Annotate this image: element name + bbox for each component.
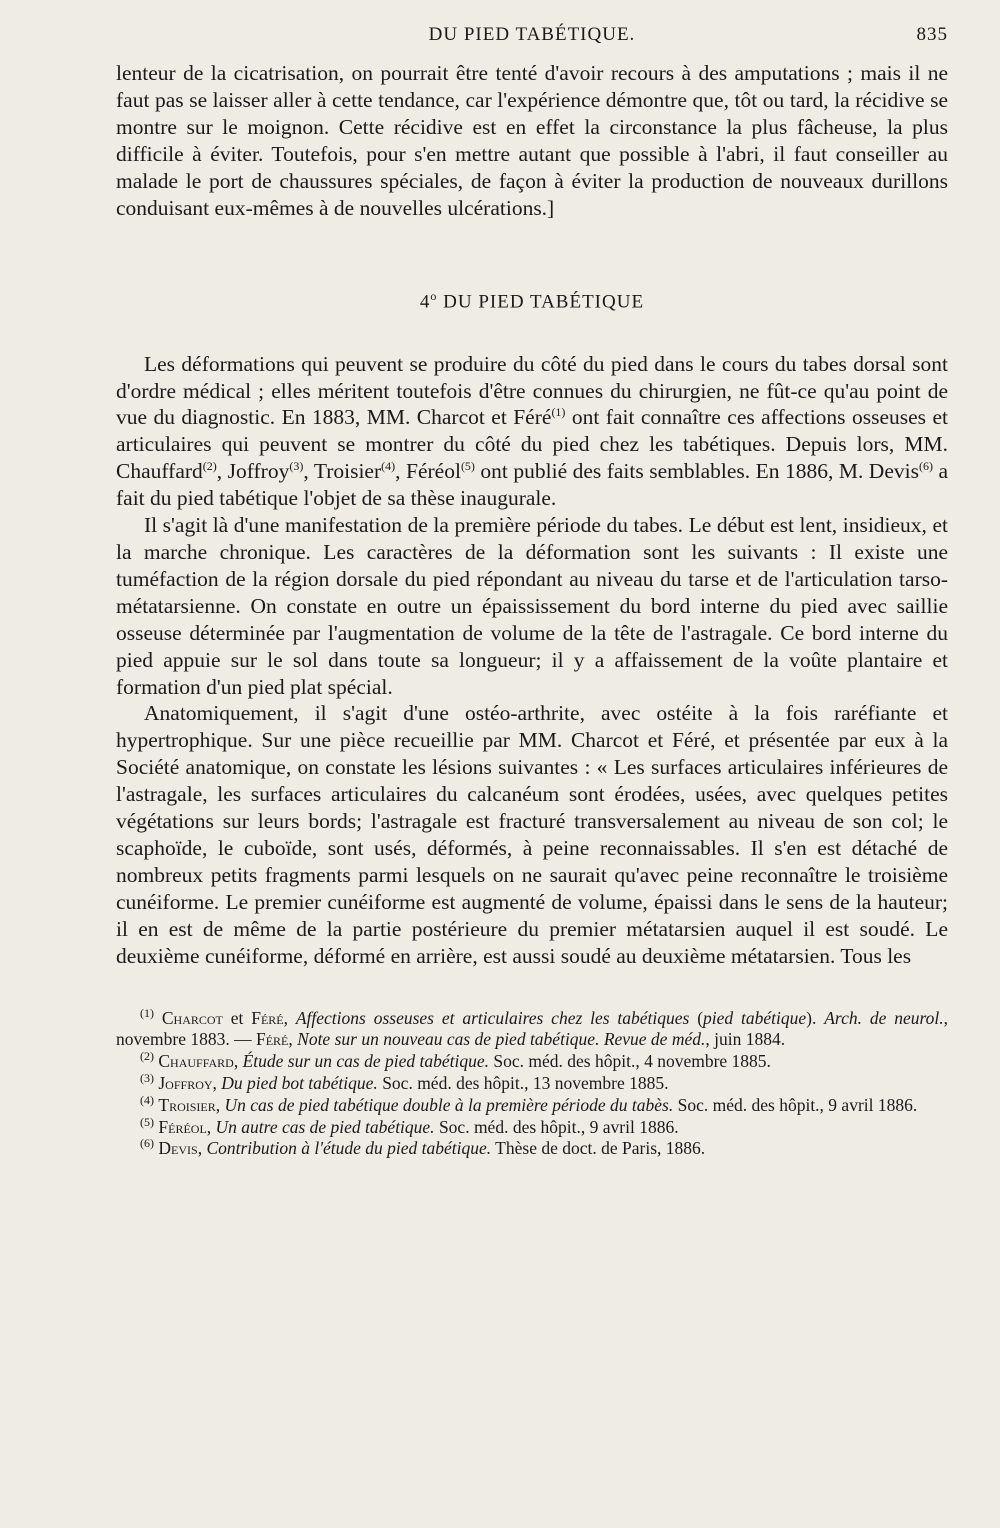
section-ordinal: o [430, 289, 438, 304]
text-run: , [206, 1116, 216, 1137]
section-number: 4 [419, 291, 431, 313]
section-heading [116, 283, 948, 316]
paragraph-clinical: Il s'agit là d'une manifestation de la première période du tabes. Le début est lent, insidieux, et la marche chronique. Les caractères de la déformation sont les suivants : Il existe une tuméfaction de la région dorsale du pied répondant au niveau du tarse et de l'articulation tarso-métatarsienne. On constate en outre un épaississement du bord interne du pied avec saillie osseuse déterminée par l'augmentation de volume de la tête de l'astragale. Ce bord interne du pied appuie sur le sol dans toute sa longueur; il y a affaissement de la voûte plantaire et formation d'un pied plat spécial. [116, 513, 948, 699]
footnote-author: Troisier [158, 1094, 216, 1115]
text-run: , juin 1884. [705, 1029, 786, 1050]
footnote-6 [116, 1138, 948, 1160]
text-run: Thèse de doct. de Paris, 1886. [491, 1138, 706, 1159]
footnote-ref-4: (4) [381, 459, 396, 474]
text-run: Soc. méd. des hôpit., 9 avril 1886. [673, 1094, 918, 1115]
footnote-5 [116, 1114, 948, 1139]
footnote-author: Chauffard [158, 1051, 234, 1072]
footnote-author: Féréol [158, 1116, 207, 1137]
footnote-work: pied tabétique [703, 1007, 807, 1028]
text-run: , [288, 1029, 298, 1050]
footnote-2 [116, 1051, 948, 1073]
footnote-work: Affections osseuses et articulaires chez les tabétiques [295, 1007, 690, 1028]
paragraph-intro [116, 351, 948, 512]
footnote-mark: (4) [140, 1092, 154, 1107]
text-run: et [222, 1007, 252, 1028]
text-run: , Joffroy [216, 459, 290, 484]
text-run: ). [806, 1007, 825, 1028]
footnote-author: Charcot [161, 1007, 223, 1028]
footnote-ref-5: (5) [460, 459, 475, 474]
footnote-mark: (1) [140, 1005, 154, 1020]
footnote-work: Étude sur un cas de pied tabétique. [242, 1051, 490, 1072]
footnote-mark: (6) [140, 1136, 154, 1151]
footnote-work: Un cas de pied tabétique double à la première période du tabès. [224, 1094, 674, 1115]
footnote-ref-1: (1) [551, 405, 566, 420]
page-number: 835 [916, 24, 948, 45]
text-run: Les déformations qui peuvent se produire du côté du pied dans le cours du tabes dorsal sont d'ordre médical ; elles méritent toutefois d'être connues du chirurgien, ne fût-ce qu'au point de vue du diagnostic. En 1883, MM. Charcot et Féré [116, 351, 948, 430]
footnote-mark: (2) [140, 1049, 154, 1064]
footnote-work: Du pied bot tabétique. [221, 1072, 378, 1093]
footnote-author: Féré [255, 1029, 289, 1050]
footnote-ref-2: (2) [202, 459, 217, 474]
text-run: , [197, 1138, 207, 1159]
footnote-mark: (5) [140, 1114, 154, 1129]
text-run: Soc. méd. des hôpit., 13 novembre 1885. [377, 1072, 669, 1093]
footnote-ref-6: (6) [918, 459, 933, 474]
text-run: a fait du pied tabétique l'objet de sa thèse inaugurale. [116, 459, 949, 511]
footnotes [116, 1005, 948, 1161]
text-run: , Troisier [303, 459, 382, 484]
footnote-3 [116, 1073, 948, 1095]
footnote-author: Devis [158, 1138, 198, 1159]
text-run: , [233, 1051, 243, 1072]
footnote-4 [116, 1092, 948, 1117]
text-run: , [212, 1072, 222, 1093]
text-run: Soc. méd. des hôpit., 9 avril 1886. [434, 1116, 679, 1137]
section-title: DU PIED TABÉTIQUE [443, 291, 645, 313]
text-run: ont fait connaître ces affections osseuses et articulaires qui peuvent se montrer du côté du pied chez les tabétiques. Depuis lors, MM. Chauffard [116, 405, 948, 484]
text-run: Soc. méd. des hôpit., 4 novembre 1885. [489, 1051, 771, 1072]
footnote-work: Note sur un nouveau cas de pied tabétique. Revue de méd. [297, 1029, 706, 1050]
footnote-ref-3: (3) [289, 459, 304, 474]
footnote-work: Arch. de neurol. [824, 1007, 944, 1028]
footnote-author: Joffroy [158, 1072, 213, 1093]
footnote-author: Féré [251, 1007, 284, 1028]
footnote-work: Un autre cas de pied tabétique. [215, 1116, 435, 1137]
paragraph-anatomy: Anatomiquement, il s'agit d'une ostéo-arthrite, avec ostéite à la fois raréfiante et hypertrophique. Sur une pièce recueillie par MM. Charcot et Féré, et présentée par eux à la Société anatomique, on constate les lésions suivantes : « Les surfaces articulaires inférieures de l'astragale, les surfaces articulaires du calcanéum sont érodées, usées, avec quelques petites végétations sur leurs bords; l'astragale est fracturé transversalement au niveau de son col; le scaphoïde, le cuboïde, sont usés, déformés, à peine reconnaissables. Il s'en est détaché de nombreux petits fragments parmi lesquels on ne saurait qu'avec peine reconnaître le troisième cunéiforme. Le premier cunéiforme est augmenté de volume, épaissi dans le sens de la hauteur; il en est de même de la partie postérieure du premier métatarsien auquel il est soudé. Le deuxième cunéiforme, déformé en arrière, est aussi soudé au deuxième métatarsien. Tous les [116, 701, 948, 968]
body-text [116, 60, 948, 970]
text-run: , [283, 1007, 296, 1028]
footnote-mark: (3) [140, 1071, 154, 1086]
footnote-1 [116, 1005, 948, 1052]
text-run: ( [689, 1007, 704, 1028]
footnote-work: Contribution à l'étude du pied tabétique. [206, 1138, 492, 1159]
running-title: DU PIED TABÉTIQUE. [428, 24, 636, 45]
continued-paragraph: lenteur de la cicatrisation, on pourrait être tenté d'avoir recours à des amputations ; mais il ne faut pas se laisser aller à cette tendance, car l'expérience démontre que, tôt ou tard, la récidive se montre sur le moignon. Cette récidive est en effet la circonstance la plus fâcheuse, la plus difficile à éviter. Toutefois, pour s'en mettre autant que possible à l'abri, il faut conseiller au malade le port de chaussures spéciales, de façon à éviter la production de nouveaux durillons conduisant eux-mêmes à de nouvelles ulcérations.] [116, 61, 948, 220]
running-head [116, 24, 948, 60]
text-run: , Féréol [395, 459, 461, 484]
text-run: ont publié des faits semblables. En 1886, M. Devis [474, 459, 919, 484]
text-run: , novembre 1883. — [116, 1007, 948, 1050]
text-run: , [215, 1094, 225, 1115]
